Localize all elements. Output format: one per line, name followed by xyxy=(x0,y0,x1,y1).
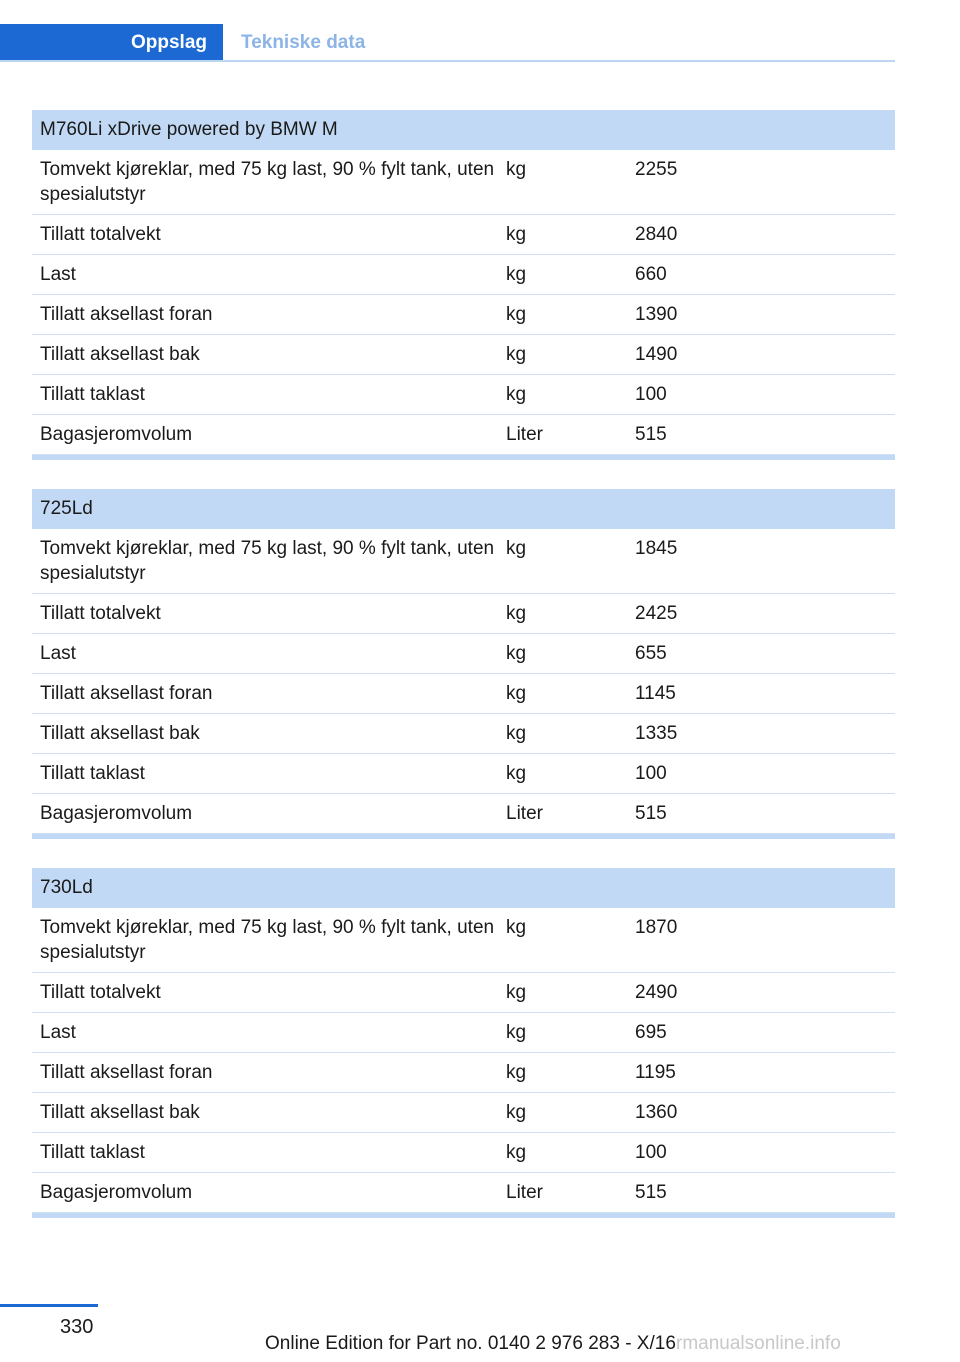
row-label: Tillatt totalvekt xyxy=(40,982,161,1003)
row-value: 2425 xyxy=(635,603,678,624)
row-unit: Liter xyxy=(506,424,543,445)
table-row xyxy=(32,674,895,714)
table-row xyxy=(32,714,895,754)
tab-tekniske-data[interactable]: Tekniske data xyxy=(241,32,366,53)
header-divider xyxy=(0,60,895,62)
row-value: 1870 xyxy=(635,917,678,938)
spec-table-730ld xyxy=(32,868,895,1218)
table-row xyxy=(32,415,895,455)
row-value: 100 xyxy=(635,384,667,405)
row-value: 515 xyxy=(635,803,667,824)
row-value: 100 xyxy=(635,1142,667,1163)
row-unit: kg xyxy=(506,982,527,1003)
row-unit: kg xyxy=(506,344,527,365)
row-unit: kg xyxy=(506,304,527,325)
row-label: Tillatt aksellast bak xyxy=(40,344,200,365)
table-row xyxy=(32,529,895,594)
table-title: 730Ld xyxy=(32,868,895,908)
row-label: Tillatt aksellast foran xyxy=(40,1062,213,1083)
row-label: Last xyxy=(40,1022,76,1043)
row-unit: kg xyxy=(506,603,527,624)
row-label: Tillatt aksellast bak xyxy=(40,1102,200,1123)
row-value: 2840 xyxy=(635,224,678,245)
row-value: 695 xyxy=(635,1022,667,1043)
row-unit: kg xyxy=(506,763,527,784)
row-label: Tillatt taklast xyxy=(40,1142,145,1163)
row-label: Tillatt totalvekt xyxy=(40,224,161,245)
table-row xyxy=(32,1173,895,1213)
row-value: 660 xyxy=(635,264,667,285)
tab-oppslag[interactable]: Oppslag xyxy=(0,24,223,62)
row-value: 2255 xyxy=(635,159,678,180)
table-bottom-rule xyxy=(32,455,895,460)
row-unit: kg xyxy=(506,538,527,559)
row-unit: kg xyxy=(506,1062,527,1083)
row-unit: kg xyxy=(506,1022,527,1043)
row-value: 515 xyxy=(635,1182,667,1203)
row-unit: kg xyxy=(506,643,527,664)
watermark-text: rmanualsonline.info xyxy=(676,1333,841,1354)
row-unit: kg xyxy=(506,1102,527,1123)
table-bottom-rule xyxy=(32,1213,895,1218)
table-row xyxy=(32,1013,895,1053)
table-row xyxy=(32,1093,895,1133)
row-unit: kg xyxy=(506,224,527,245)
table-row xyxy=(32,794,895,834)
table-bottom-rule xyxy=(32,834,895,839)
table-row xyxy=(32,375,895,415)
row-label: Tomvekt kjøreklar, med 75 kg last, 90 % fylt tank, uten spesialutstyr xyxy=(40,917,495,963)
row-unit: kg xyxy=(506,264,527,285)
row-value: 515 xyxy=(635,424,667,445)
row-value: 2490 xyxy=(635,982,678,1003)
row-value: 1195 xyxy=(635,1062,676,1083)
row-label: Tomvekt kjøreklar, med 75 kg last, 90 % fylt tank, uten spesialutstyr xyxy=(40,159,495,205)
table-row xyxy=(32,215,895,255)
row-value: 1490 xyxy=(635,344,678,365)
table-row xyxy=(32,150,895,215)
row-value: 655 xyxy=(635,643,667,664)
row-unit: Liter xyxy=(506,1182,543,1203)
table-row xyxy=(32,594,895,634)
table-row xyxy=(32,1053,895,1093)
row-unit: Liter xyxy=(506,803,543,824)
table-row xyxy=(32,255,895,295)
row-unit: kg xyxy=(506,917,527,938)
spec-table-725ld xyxy=(32,489,895,839)
row-unit: kg xyxy=(506,683,527,704)
row-unit: kg xyxy=(506,159,527,180)
row-label: Bagasjeromvolum xyxy=(40,424,193,445)
row-value: 1360 xyxy=(635,1102,678,1123)
row-unit: kg xyxy=(506,384,527,405)
spec-table-m760li xyxy=(32,110,895,460)
row-label: Last xyxy=(40,643,76,664)
row-label: Tillatt aksellast bak xyxy=(40,723,200,744)
row-unit: kg xyxy=(506,723,527,744)
table-title: M760Li xDrive powered by BMW M xyxy=(32,110,895,150)
table-row xyxy=(32,908,895,973)
table-row xyxy=(32,335,895,375)
row-label: Tillatt aksellast foran xyxy=(40,683,213,704)
table-title: 725Ld xyxy=(32,489,895,529)
row-label: Bagasjeromvolum xyxy=(40,1182,193,1203)
row-label: Tillatt aksellast foran xyxy=(40,304,213,325)
page-number: 330 xyxy=(60,1316,94,1338)
row-unit: kg xyxy=(506,1142,527,1163)
edition-text: Online Edition for Part no. 0140 2 976 283 - X/16 xyxy=(265,1333,676,1354)
row-label: Bagasjeromvolum xyxy=(40,803,193,824)
row-value: 1390 xyxy=(635,304,678,325)
row-label: Tillatt totalvekt xyxy=(40,603,161,624)
row-value: 1145 xyxy=(635,683,676,704)
row-label: Tillatt taklast xyxy=(40,763,145,784)
row-label: Tomvekt kjøreklar, med 75 kg last, 90 % fylt tank, uten spesialutstyr xyxy=(40,538,495,584)
row-value: 1845 xyxy=(635,538,678,559)
table-row xyxy=(32,754,895,794)
table-row xyxy=(32,1133,895,1173)
footer-accent-line xyxy=(0,1304,98,1307)
row-value: 100 xyxy=(635,763,667,784)
table-row xyxy=(32,295,895,335)
row-label: Tillatt taklast xyxy=(40,384,145,405)
row-value: 1335 xyxy=(635,723,678,744)
table-row xyxy=(32,634,895,674)
row-label: Last xyxy=(40,264,76,285)
table-row xyxy=(32,973,895,1013)
